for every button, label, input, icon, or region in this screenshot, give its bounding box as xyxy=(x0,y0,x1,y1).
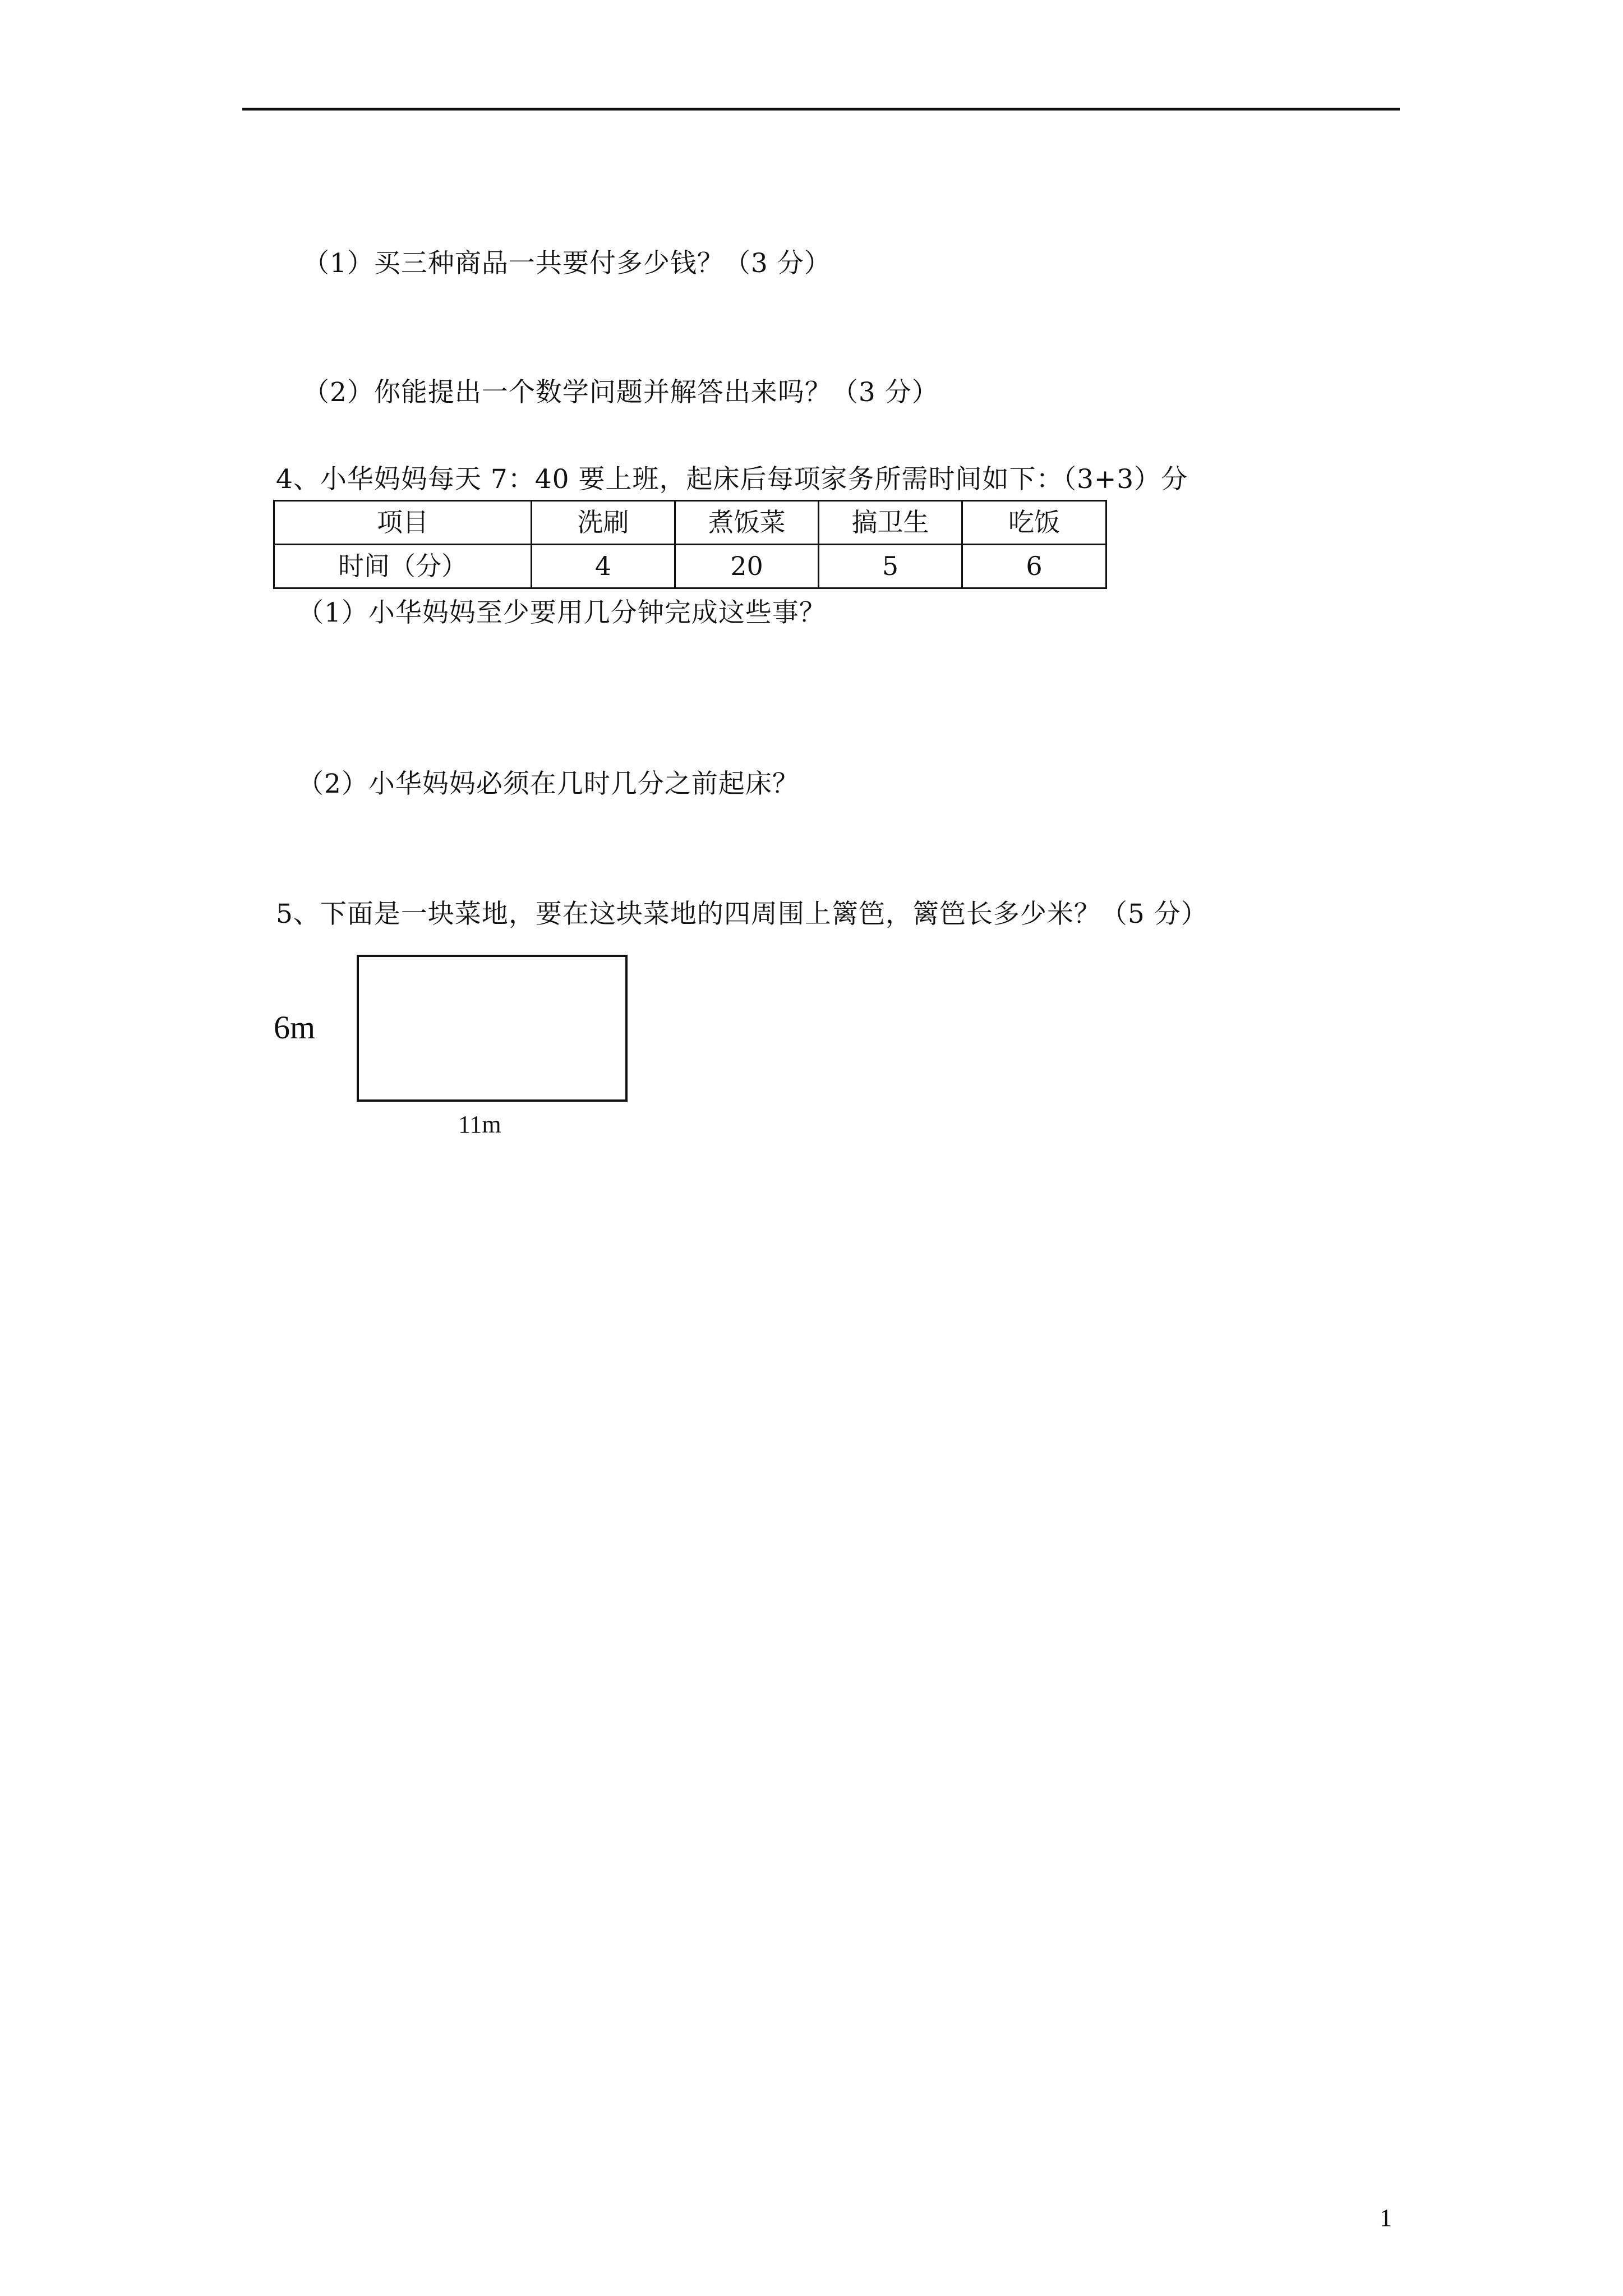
vegetable-plot-rectangle xyxy=(357,955,628,1102)
q4-prompt-text: 4、小华妈妈每天 7：40 要上班，起床后每项家务所需时间如下：（3+3）分 xyxy=(276,464,1188,495)
q3-part1-text: （1）买三种商品一共要付多少钱？（3 分） xyxy=(303,248,831,279)
q4-part2-text: （2）小华妈妈必须在几时几分之前起床？ xyxy=(297,769,799,799)
q4-part1-text: （1）小华妈妈至少要用几分钟完成这些事？ xyxy=(297,597,826,628)
table-header-cell: 洗刷 xyxy=(532,501,675,545)
table-row xyxy=(274,545,1106,588)
table-header-cell: 煮饭菜 xyxy=(675,501,819,545)
table-cell: 6 xyxy=(962,545,1106,588)
table-cell: 时间（分） xyxy=(274,545,532,588)
table-header-row xyxy=(274,501,1106,545)
page-number: 1 xyxy=(1380,2204,1392,2231)
header-rule xyxy=(242,108,1400,111)
table-cell: 4 xyxy=(532,545,675,588)
chores-time-table xyxy=(273,500,1107,589)
q5-prompt-text: 5、下面是一块菜地，要在这块菜地的四周围上篱笆，篱笆长多少米？（5 分） xyxy=(276,899,1208,930)
vegetable-plot-height-label: 6m xyxy=(274,1009,316,1046)
table-cell: 5 xyxy=(819,545,962,588)
vegetable-plot-width-label: 11m xyxy=(458,1111,501,1138)
table-header-cell: 搞卫生 xyxy=(819,501,962,545)
table-cell: 20 xyxy=(675,545,819,588)
q3-part2-text: （2）你能提出一个数学问题并解答出来吗？（3 分） xyxy=(303,377,939,408)
table-header-cell: 吃饭 xyxy=(962,501,1106,545)
table-header-cell: 项目 xyxy=(274,501,532,545)
